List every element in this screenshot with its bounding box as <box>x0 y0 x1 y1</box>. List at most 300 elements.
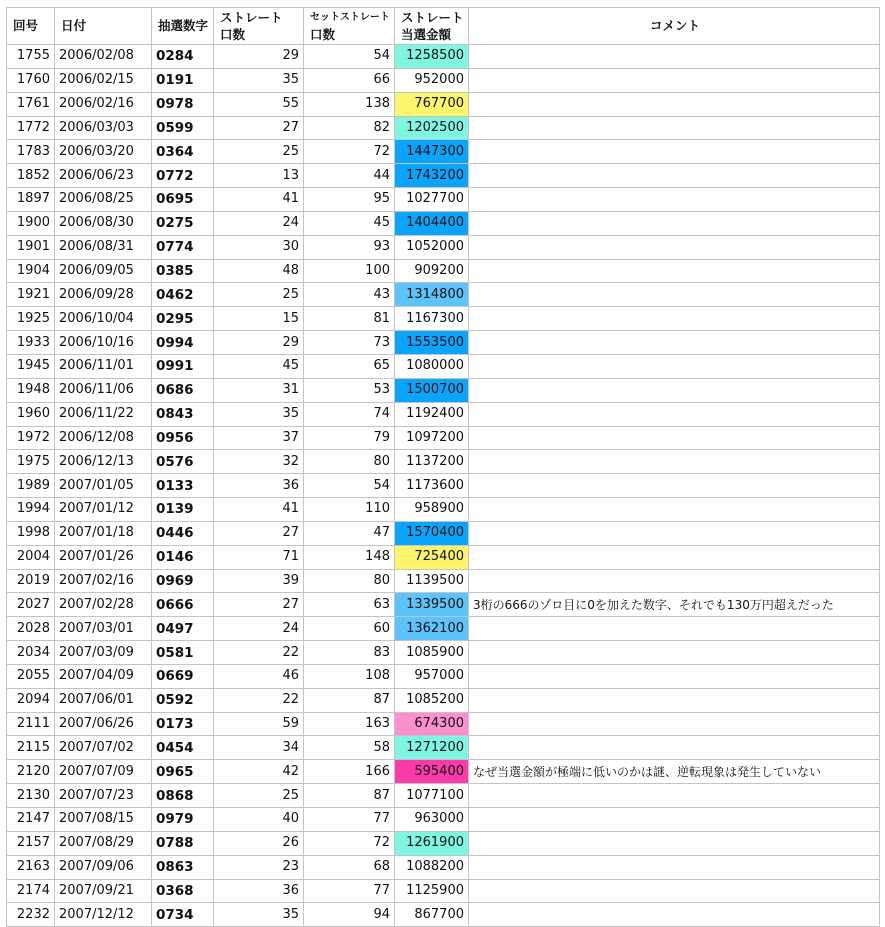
header-round: 回号 <box>7 8 55 45</box>
cell-setstraight-count: 94 <box>304 903 395 927</box>
cell-numbers: 0994 <box>152 331 214 355</box>
cell-date: 2007/01/18 <box>55 521 152 545</box>
cell-round: 1948 <box>7 378 55 402</box>
cell-round: 1945 <box>7 354 55 378</box>
cell-comment <box>469 688 880 712</box>
header-prize <box>395 8 469 45</box>
cell-round: 1760 <box>7 68 55 92</box>
cell-prize: 1077100 <box>395 784 469 808</box>
cell-round: 1852 <box>7 164 55 188</box>
cell-straight-count: 41 <box>214 498 304 522</box>
cell-comment <box>469 92 880 116</box>
cell-prize: 1339500 <box>395 593 469 617</box>
cell-comment <box>469 474 880 498</box>
cell-prize: 674300 <box>395 712 469 736</box>
cell-prize: 867700 <box>395 903 469 927</box>
cell-straight-count: 71 <box>214 545 304 569</box>
cell-comment <box>469 211 880 235</box>
table-row <box>7 879 880 903</box>
cell-date: 2006/06/23 <box>55 164 152 188</box>
cell-prize: 1080000 <box>395 354 469 378</box>
cell-numbers: 0191 <box>152 68 214 92</box>
table-row <box>7 283 880 307</box>
table-row <box>7 211 880 235</box>
table-row <box>7 760 880 784</box>
cell-straight-count: 22 <box>214 641 304 665</box>
cell-date: 2007/01/12 <box>55 498 152 522</box>
cell-date: 2007/01/26 <box>55 545 152 569</box>
cell-numbers: 0173 <box>152 712 214 736</box>
table-row <box>7 593 880 617</box>
table-row <box>7 641 880 665</box>
cell-comment <box>469 140 880 164</box>
cell-date: 2007/03/01 <box>55 617 152 641</box>
cell-setstraight-count: 63 <box>304 593 395 617</box>
cell-numbers: 0497 <box>152 617 214 641</box>
cell-comment <box>469 545 880 569</box>
cell-comment <box>469 617 880 641</box>
table-row <box>7 474 880 498</box>
cell-setstraight-count: 54 <box>304 474 395 498</box>
cell-round: 2019 <box>7 569 55 593</box>
table-row <box>7 426 880 450</box>
cell-comment <box>469 736 880 760</box>
cell-setstraight-count: 138 <box>304 92 395 116</box>
cell-setstraight-count: 77 <box>304 808 395 832</box>
table-row <box>7 116 880 140</box>
cell-numbers: 0734 <box>152 903 214 927</box>
cell-date: 2006/09/28 <box>55 283 152 307</box>
cell-numbers: 0284 <box>152 45 214 69</box>
cell-setstraight-count: 148 <box>304 545 395 569</box>
cell-date: 2006/11/22 <box>55 402 152 426</box>
cell-straight-count: 27 <box>214 521 304 545</box>
cell-setstraight-count: 82 <box>304 116 395 140</box>
table-row <box>7 521 880 545</box>
cell-date: 2006/03/03 <box>55 116 152 140</box>
cell-numbers: 0599 <box>152 116 214 140</box>
cell-setstraight-count: 54 <box>304 45 395 69</box>
header-prize-line1: ストレート <box>401 10 464 25</box>
cell-straight-count: 55 <box>214 92 304 116</box>
cell-straight-count: 25 <box>214 784 304 808</box>
cell-prize: 1085900 <box>395 641 469 665</box>
cell-straight-count: 27 <box>214 593 304 617</box>
cell-setstraight-count: 77 <box>304 879 395 903</box>
header-straight-count-line2: 口数 <box>220 27 246 42</box>
table-row <box>7 808 880 832</box>
cell-numbers: 0978 <box>152 92 214 116</box>
cell-round: 2027 <box>7 593 55 617</box>
cell-setstraight-count: 58 <box>304 736 395 760</box>
cell-straight-count: 31 <box>214 378 304 402</box>
cell-round: 2174 <box>7 879 55 903</box>
cell-round: 1925 <box>7 307 55 331</box>
cell-round: 1901 <box>7 235 55 259</box>
cell-comment <box>469 855 880 879</box>
cell-round: 1989 <box>7 474 55 498</box>
cell-prize: 1125900 <box>395 879 469 903</box>
cell-date: 2007/06/26 <box>55 712 152 736</box>
cell-prize: 1404400 <box>395 211 469 235</box>
cell-date: 2007/08/15 <box>55 808 152 832</box>
cell-comment <box>469 831 880 855</box>
cell-straight-count: 36 <box>214 879 304 903</box>
cell-round: 1975 <box>7 450 55 474</box>
cell-straight-count: 23 <box>214 855 304 879</box>
cell-numbers: 0146 <box>152 545 214 569</box>
cell-prize: 595400 <box>395 760 469 784</box>
cell-date: 2007/03/09 <box>55 641 152 665</box>
cell-prize: 1202500 <box>395 116 469 140</box>
cell-round: 1933 <box>7 331 55 355</box>
table-row <box>7 140 880 164</box>
cell-round: 1897 <box>7 188 55 212</box>
cell-date: 2007/09/06 <box>55 855 152 879</box>
cell-date: 2007/01/05 <box>55 474 152 498</box>
cell-straight-count: 26 <box>214 831 304 855</box>
cell-comment: 3桁の666のゾロ目に0を加えた数字、それでも130万円超えだった <box>469 593 880 617</box>
cell-comment <box>469 116 880 140</box>
cell-round: 2034 <box>7 641 55 665</box>
cell-straight-count: 41 <box>214 188 304 212</box>
cell-straight-count: 37 <box>214 426 304 450</box>
cell-comment <box>469 808 880 832</box>
cell-prize: 1192400 <box>395 402 469 426</box>
cell-comment <box>469 307 880 331</box>
table-row <box>7 68 880 92</box>
cell-comment <box>469 426 880 450</box>
cell-comment <box>469 283 880 307</box>
cell-numbers: 0868 <box>152 784 214 808</box>
cell-date: 2007/07/09 <box>55 760 152 784</box>
cell-comment <box>469 712 880 736</box>
cell-setstraight-count: 47 <box>304 521 395 545</box>
cell-setstraight-count: 73 <box>304 331 395 355</box>
cell-numbers: 0454 <box>152 736 214 760</box>
cell-setstraight-count: 66 <box>304 68 395 92</box>
header-straight-count <box>214 8 304 45</box>
cell-prize: 1027700 <box>395 188 469 212</box>
cell-prize: 957000 <box>395 664 469 688</box>
header-setstraight-count-line2: 口数 <box>310 27 336 42</box>
cell-round: 1994 <box>7 498 55 522</box>
header-straight-count-line1: ストレート <box>220 10 283 25</box>
cell-prize: 1261900 <box>395 831 469 855</box>
cell-prize: 1137200 <box>395 450 469 474</box>
cell-round: 1921 <box>7 283 55 307</box>
table-row <box>7 736 880 760</box>
cell-prize: 1500700 <box>395 378 469 402</box>
cell-prize: 1173600 <box>395 474 469 498</box>
cell-straight-count: 29 <box>214 45 304 69</box>
cell-numbers: 0956 <box>152 426 214 450</box>
cell-date: 2006/02/16 <box>55 92 152 116</box>
cell-round: 2120 <box>7 760 55 784</box>
cell-numbers: 0446 <box>152 521 214 545</box>
table-body <box>7 45 880 927</box>
cell-straight-count: 35 <box>214 68 304 92</box>
table-row <box>7 664 880 688</box>
cell-prize: 952000 <box>395 68 469 92</box>
table-row <box>7 235 880 259</box>
cell-setstraight-count: 68 <box>304 855 395 879</box>
cell-date: 2007/07/02 <box>55 736 152 760</box>
cell-numbers: 0364 <box>152 140 214 164</box>
cell-numbers: 0592 <box>152 688 214 712</box>
cell-straight-count: 34 <box>214 736 304 760</box>
cell-straight-count: 45 <box>214 354 304 378</box>
cell-round: 2232 <box>7 903 55 927</box>
header-prize-line2: 当選金額 <box>401 27 452 42</box>
cell-comment <box>469 45 880 69</box>
cell-comment <box>469 569 880 593</box>
results-table <box>6 7 880 927</box>
cell-round: 1998 <box>7 521 55 545</box>
table-row <box>7 354 880 378</box>
cell-round: 2055 <box>7 664 55 688</box>
cell-comment <box>469 378 880 402</box>
cell-comment <box>469 188 880 212</box>
table-row <box>7 259 880 283</box>
cell-prize: 958900 <box>395 498 469 522</box>
cell-prize: 1271200 <box>395 736 469 760</box>
cell-round: 1755 <box>7 45 55 69</box>
cell-straight-count: 24 <box>214 211 304 235</box>
table-row <box>7 688 880 712</box>
cell-round: 2147 <box>7 808 55 832</box>
cell-numbers: 0576 <box>152 450 214 474</box>
table-row <box>7 569 880 593</box>
cell-straight-count: 29 <box>214 331 304 355</box>
cell-setstraight-count: 74 <box>304 402 395 426</box>
cell-comment <box>469 784 880 808</box>
cell-date: 2006/10/04 <box>55 307 152 331</box>
cell-straight-count: 27 <box>214 116 304 140</box>
table-row <box>7 831 880 855</box>
cell-setstraight-count: 72 <box>304 140 395 164</box>
cell-prize: 1553500 <box>395 331 469 355</box>
cell-prize: 909200 <box>395 259 469 283</box>
table-row <box>7 402 880 426</box>
cell-prize: 1743200 <box>395 164 469 188</box>
cell-date: 2006/03/20 <box>55 140 152 164</box>
cell-straight-count: 48 <box>214 259 304 283</box>
cell-prize: 1258500 <box>395 45 469 69</box>
cell-setstraight-count: 87 <box>304 688 395 712</box>
cell-comment <box>469 235 880 259</box>
cell-comment <box>469 331 880 355</box>
cell-straight-count: 15 <box>214 307 304 331</box>
cell-date: 2007/06/01 <box>55 688 152 712</box>
cell-straight-count: 39 <box>214 569 304 593</box>
cell-setstraight-count: 44 <box>304 164 395 188</box>
table-row <box>7 545 880 569</box>
cell-prize: 767700 <box>395 92 469 116</box>
cell-round: 2157 <box>7 831 55 855</box>
cell-comment <box>469 354 880 378</box>
cell-numbers: 0669 <box>152 664 214 688</box>
cell-numbers: 0772 <box>152 164 214 188</box>
cell-round: 2028 <box>7 617 55 641</box>
cell-straight-count: 36 <box>214 474 304 498</box>
cell-round: 1972 <box>7 426 55 450</box>
cell-straight-count: 25 <box>214 283 304 307</box>
cell-date: 2007/12/12 <box>55 903 152 927</box>
cell-round: 2115 <box>7 736 55 760</box>
cell-prize: 1314800 <box>395 283 469 307</box>
cell-comment: なぜ当選金額が極端に低いのかは謎、逆転現象は発生していない <box>469 760 880 784</box>
header-numbers: 抽選数字 <box>152 8 214 45</box>
cell-numbers: 0275 <box>152 211 214 235</box>
header-setstraight-count <box>304 8 395 45</box>
cell-setstraight-count: 65 <box>304 354 395 378</box>
cell-prize: 1167300 <box>395 307 469 331</box>
cell-date: 2006/08/30 <box>55 211 152 235</box>
cell-date: 2006/12/08 <box>55 426 152 450</box>
cell-round: 2163 <box>7 855 55 879</box>
cell-setstraight-count: 95 <box>304 188 395 212</box>
cell-round: 2130 <box>7 784 55 808</box>
cell-setstraight-count: 53 <box>304 378 395 402</box>
cell-setstraight-count: 110 <box>304 498 395 522</box>
cell-date: 2007/04/09 <box>55 664 152 688</box>
cell-numbers: 0774 <box>152 235 214 259</box>
cell-straight-count: 40 <box>214 808 304 832</box>
table-row <box>7 188 880 212</box>
table-row <box>7 712 880 736</box>
cell-setstraight-count: 45 <box>304 211 395 235</box>
table-row <box>7 903 880 927</box>
cell-prize: 1097200 <box>395 426 469 450</box>
cell-comment <box>469 450 880 474</box>
cell-numbers: 0139 <box>152 498 214 522</box>
table-row <box>7 784 880 808</box>
cell-straight-count: 32 <box>214 450 304 474</box>
cell-straight-count: 22 <box>214 688 304 712</box>
cell-prize: 1447300 <box>395 140 469 164</box>
cell-comment <box>469 259 880 283</box>
cell-prize: 1085200 <box>395 688 469 712</box>
cell-prize: 1362100 <box>395 617 469 641</box>
cell-comment <box>469 164 880 188</box>
cell-prize: 1139500 <box>395 569 469 593</box>
cell-straight-count: 42 <box>214 760 304 784</box>
cell-setstraight-count: 108 <box>304 664 395 688</box>
cell-numbers: 0581 <box>152 641 214 665</box>
cell-date: 2007/02/16 <box>55 569 152 593</box>
cell-comment <box>469 402 880 426</box>
cell-setstraight-count: 166 <box>304 760 395 784</box>
table-row <box>7 450 880 474</box>
cell-numbers: 0788 <box>152 831 214 855</box>
cell-date: 2007/08/29 <box>55 831 152 855</box>
cell-round: 1904 <box>7 259 55 283</box>
table-row <box>7 307 880 331</box>
cell-straight-count: 25 <box>214 140 304 164</box>
cell-date: 2006/11/06 <box>55 378 152 402</box>
cell-comment <box>469 68 880 92</box>
cell-numbers: 0686 <box>152 378 214 402</box>
cell-date: 2007/09/21 <box>55 879 152 903</box>
cell-numbers: 0843 <box>152 402 214 426</box>
cell-numbers: 0133 <box>152 474 214 498</box>
cell-setstraight-count: 79 <box>304 426 395 450</box>
cell-round: 1900 <box>7 211 55 235</box>
cell-setstraight-count: 60 <box>304 617 395 641</box>
cell-numbers: 0863 <box>152 855 214 879</box>
cell-straight-count: 30 <box>214 235 304 259</box>
cell-numbers: 0295 <box>152 307 214 331</box>
table-row <box>7 855 880 879</box>
cell-numbers: 0462 <box>152 283 214 307</box>
cell-straight-count: 59 <box>214 712 304 736</box>
cell-round: 2111 <box>7 712 55 736</box>
cell-setstraight-count: 81 <box>304 307 395 331</box>
cell-date: 2006/02/15 <box>55 68 152 92</box>
cell-comment <box>469 903 880 927</box>
cell-prize: 725400 <box>395 545 469 569</box>
cell-comment <box>469 498 880 522</box>
cell-round: 1783 <box>7 140 55 164</box>
table-row <box>7 45 880 69</box>
cell-date: 2006/09/05 <box>55 259 152 283</box>
cell-date: 2007/02/28 <box>55 593 152 617</box>
table-row <box>7 164 880 188</box>
cell-date: 2007/07/23 <box>55 784 152 808</box>
cell-comment <box>469 521 880 545</box>
table-row <box>7 92 880 116</box>
cell-straight-count: 46 <box>214 664 304 688</box>
cell-comment <box>469 664 880 688</box>
cell-comment <box>469 641 880 665</box>
cell-setstraight-count: 43 <box>304 283 395 307</box>
cell-setstraight-count: 100 <box>304 259 395 283</box>
cell-date: 2006/08/25 <box>55 188 152 212</box>
cell-setstraight-count: 163 <box>304 712 395 736</box>
cell-numbers: 0368 <box>152 879 214 903</box>
cell-prize: 1570400 <box>395 521 469 545</box>
cell-numbers: 0979 <box>152 808 214 832</box>
cell-setstraight-count: 80 <box>304 450 395 474</box>
cell-comment <box>469 879 880 903</box>
table-row <box>7 498 880 522</box>
cell-round: 2094 <box>7 688 55 712</box>
cell-numbers: 0666 <box>152 593 214 617</box>
cell-prize: 963000 <box>395 808 469 832</box>
cell-numbers: 0969 <box>152 569 214 593</box>
cell-date: 2006/11/01 <box>55 354 152 378</box>
table-header <box>7 8 880 45</box>
cell-setstraight-count: 80 <box>304 569 395 593</box>
header-date: 日付 <box>55 8 152 45</box>
cell-numbers: 0965 <box>152 760 214 784</box>
header-setstraight-count-line1: セットストレート <box>310 12 390 23</box>
cell-setstraight-count: 93 <box>304 235 395 259</box>
cell-date: 2006/12/13 <box>55 450 152 474</box>
cell-date: 2006/08/31 <box>55 235 152 259</box>
cell-straight-count: 24 <box>214 617 304 641</box>
cell-round: 1960 <box>7 402 55 426</box>
table-row <box>7 331 880 355</box>
cell-round: 2004 <box>7 545 55 569</box>
cell-numbers: 0991 <box>152 354 214 378</box>
cell-numbers: 0385 <box>152 259 214 283</box>
cell-setstraight-count: 87 <box>304 784 395 808</box>
cell-prize: 1088200 <box>395 855 469 879</box>
cell-prize: 1052000 <box>395 235 469 259</box>
cell-numbers: 0695 <box>152 188 214 212</box>
